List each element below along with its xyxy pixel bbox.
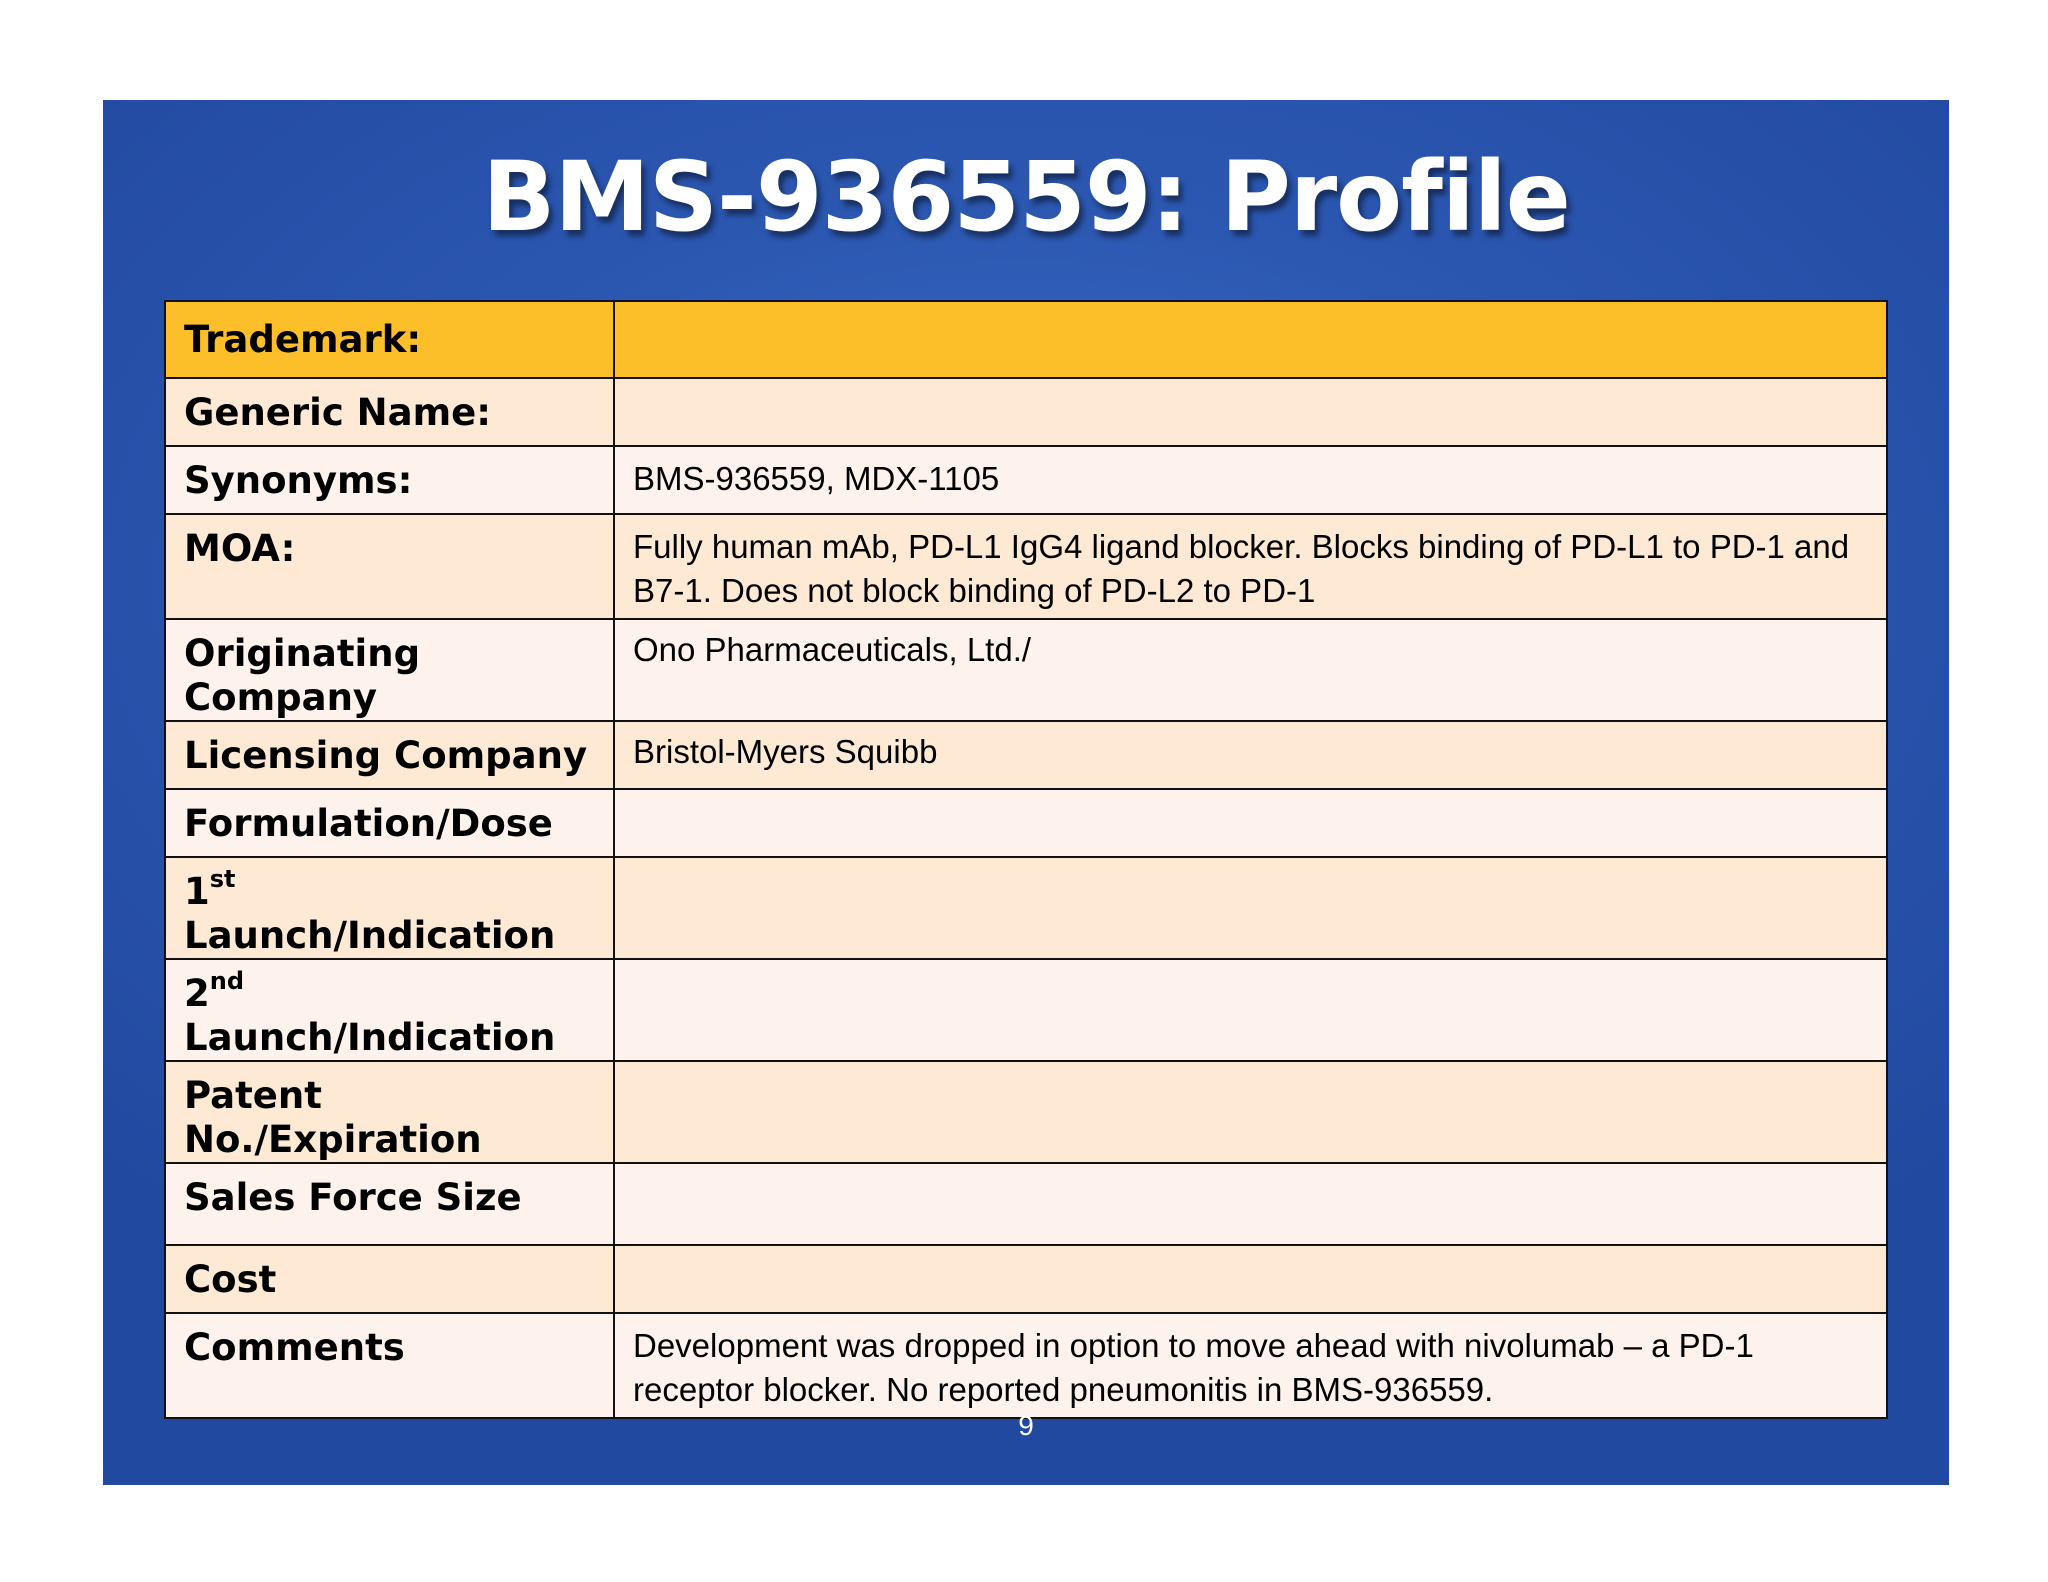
row-label: Patent No./Expiration [165,1061,614,1163]
label-text: Launch/Indication [184,1016,556,1059]
table-row-moa [165,514,1887,619]
row-value [614,378,1887,446]
table-row-licensing-company [165,721,1887,789]
row-label: Sales Force Size [165,1163,614,1245]
profile-table [164,300,1888,1419]
value-line: B7-1. Does not block binding of PD-L2 to PD-1 [633,572,1316,609]
row-label: Originating Company [165,619,614,721]
value-line: Fully human mAb, PD-L1 IgG4 ligand blocker. Blocks binding of PD-L1 to PD-1 and [633,528,1850,565]
table-row-trademark [165,301,1887,378]
label-superscript: nd [209,966,245,995]
row-value [614,1163,1887,1245]
label-number: 1 [184,870,210,913]
table-row-generic-name [165,378,1887,446]
table-row-second-launch [165,959,1887,1061]
row-label: Formulation/Dose [165,789,614,857]
table-row-patent [165,1061,1887,1163]
label-number: 2 [184,972,210,1015]
row-value [614,959,1887,1061]
page-number: 9 [1018,1410,1034,1441]
label-superscript: st [209,864,236,893]
table-row-comments [165,1313,1887,1418]
row-value [614,1313,1887,1418]
row-value [614,1061,1887,1163]
row-label [165,959,614,1061]
row-label: Synonyms: [165,446,614,514]
row-label [165,857,614,959]
row-label: Trademark: [165,301,614,378]
label-text: Launch/Indication [184,914,556,957]
row-value [614,857,1887,959]
row-label: MOA: [165,514,614,619]
row-label: Cost [165,1245,614,1313]
value-line: Development was dropped in option to move ahead with nivolumab – a PD-1 [633,1327,1754,1364]
row-value: BMS-936559, MDX-1105 [614,446,1887,514]
row-label: Comments [165,1313,614,1418]
table-row-cost [165,1245,1887,1313]
row-value [614,789,1887,857]
row-value [614,301,1887,378]
table-row-synonyms [165,446,1887,514]
value-line: receptor blocker. No reported pneumonitis in BMS-936559. [633,1371,1494,1408]
table-row-first-launch [165,857,1887,959]
row-value [614,1245,1887,1313]
slide [103,100,1949,1485]
row-value [614,514,1887,619]
slide-title: BMS-936559: Profile [482,141,1570,253]
row-label: Generic Name: [165,378,614,446]
table-row-sales-force [165,1163,1887,1245]
table-row-formulation-dose [165,789,1887,857]
row-value: Ono Pharmaceuticals, Ltd./ [614,619,1887,721]
row-value: Bristol-Myers Squibb [614,721,1887,789]
row-label: Licensing Company [165,721,614,789]
table-row-originating-company [165,619,1887,721]
